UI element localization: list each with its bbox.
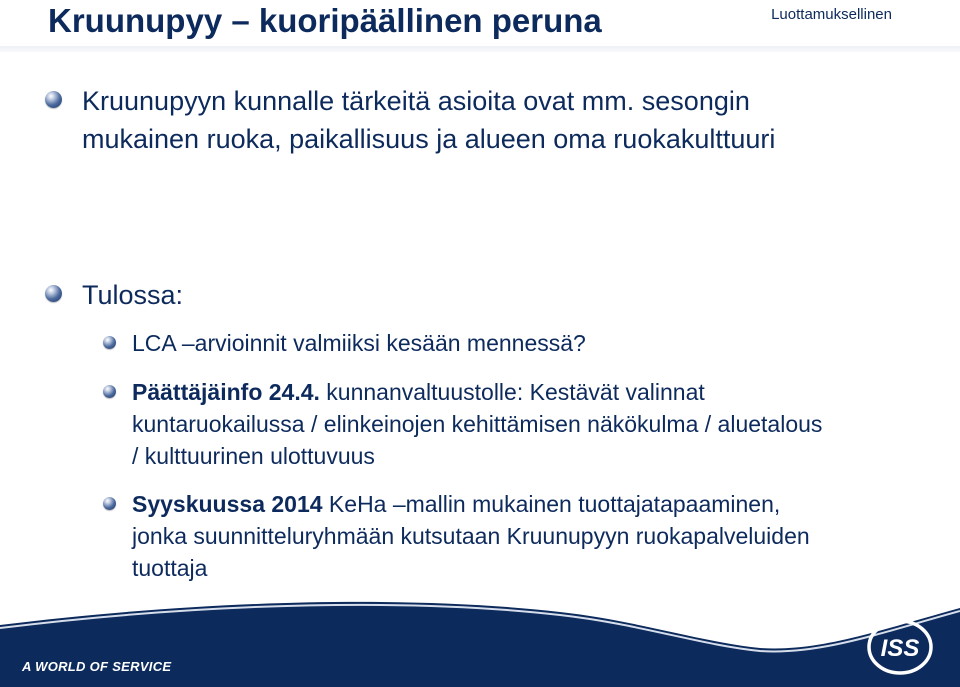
bullet-text: Tulossa: (82, 280, 184, 310)
bullet-sphere-icon (103, 385, 116, 398)
bullet-text: Kruunupyyn kunnalle tärkeitä asioita ovat mm. sesongin mukainen ruoka, paikallisuus ja alueen oma ruokakulttuuri (82, 86, 776, 154)
sub-bullet-lca (103, 327, 823, 359)
sub-bullet-decision-makers-info (103, 376, 823, 472)
bullet-text: Syyskuussa 2014 KeHa –mallin mukainen tuottajatapaaminen, jonka suunnitteluryhmään kutsutaan Kruunupyyn ruokapalveluiden tuottaja (132, 491, 810, 581)
bullet-sphere-icon (45, 285, 62, 302)
slide-title: Kruunupyy – kuoripäällinen peruna (48, 2, 602, 39)
iss-logo-icon (866, 618, 934, 676)
logo-text: ISS (880, 635, 920, 662)
page-number: 4 (473, 665, 482, 682)
bullet-sphere-icon (103, 497, 116, 510)
bullet-text: Päättäjäinfo 24.4. kunnanvaltuustolle: Kestävät valinnat kuntaruokailussa / elinkeinojen kehittämisen näkökulma / aluetalous / kulttuurinen ulottuvuus (132, 379, 823, 469)
classification-label: Luottamuksellinen (771, 6, 892, 23)
bullet-sphere-icon (103, 336, 116, 349)
sub-bullet-producer-meeting (103, 488, 823, 584)
bullet-item-priorities (45, 82, 845, 158)
bullet-item-upcoming (45, 276, 845, 314)
footer-slogan: A WORLD OF SERVICE (22, 659, 172, 674)
bullet-text: LCA –arvioinnit valmiiksi kesään mennessä? (132, 330, 586, 356)
title-divider (0, 46, 960, 52)
bullet-sphere-icon (45, 91, 62, 108)
